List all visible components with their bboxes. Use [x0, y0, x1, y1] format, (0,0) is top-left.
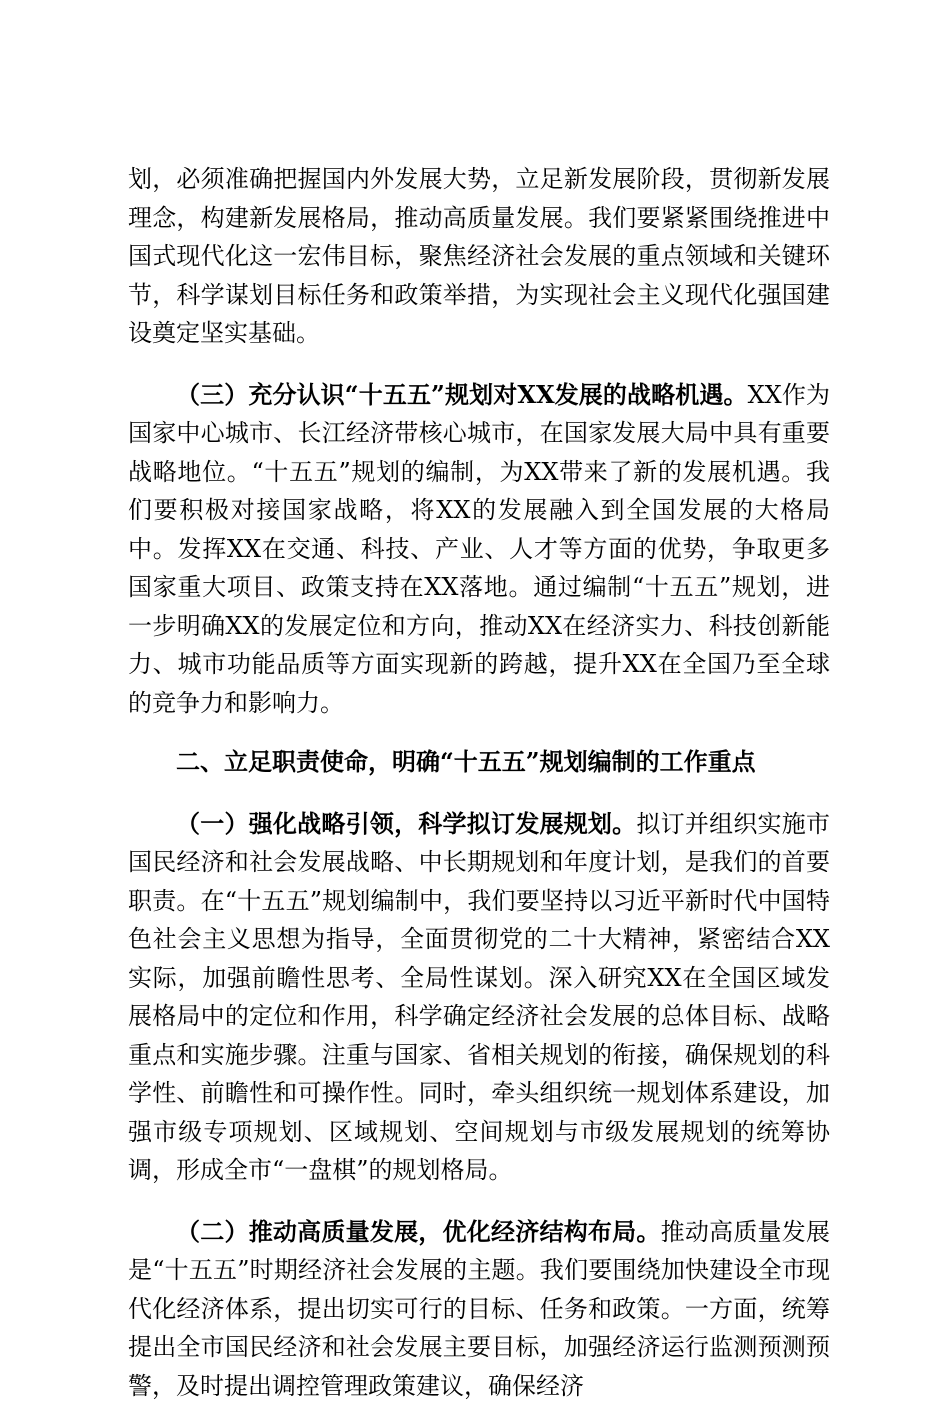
document-page — [128, 160, 830, 1405]
paragraph-text: XX作为国家中心城市、长江经济带核心城市，在国家发展大局中具有重要战略地位。“十五五”规划的编制，为XX带来了新的发展机遇。我们要积极对接国家战略，将XX的发展融入到全国发展的大格局中。发挥XX在交通、科技、产业、人才等方面的优势，争取更多国家重大项目、政策支持在XX落地。通过编制“十五五”规划，进一步明确XX的发展定位和方向，推动XX在经济实力、科技创新能力、城市功能品质等方面实现新的跨越，提升XX在全国乃至全球的竞争力和影响力。 — [128, 381, 830, 717]
paragraph-continuation — [128, 160, 830, 353]
paragraph-lead-heading: （三）充分认识“十五五”规划对XX发展的战略机遇。 — [176, 380, 748, 409]
paragraph-lead-heading: （一）强化战略引领，科学拟订发展规划。 — [176, 809, 636, 838]
section-heading: 二、立足职责使命，明确“十五五”规划编制的工作重点 — [128, 743, 830, 782]
paragraph-strategic-planning — [128, 805, 830, 1190]
paragraph-strategic-opportunity — [128, 376, 830, 723]
paragraph-text: 拟订并组织实施市国民经济和社会发展战略、中长期规划和年度计划，是我们的首要职责。在“十五五”规划编制中，我们要坚持以习近平新时代中国特色社会主义思想为指导，全面贯彻党的二十大精神，紧密结合XX实际，加强前瞻性思考、全局性谋划。深入研究XX在全国区域发展格局中的定位和作用，科学确定经济社会发展的总体目标、战略重点和实施步骤。注重与国家、省相关规划的衔接，确保规划的科学性、前瞻性和可操作性。同时，牵头组织统一规划体系建设，加强市级专项规划、区域规划、空间规划与市级发展规划的统筹协调，形成全市“一盘棋”的规划格局。 — [128, 810, 830, 1185]
paragraph-lead-heading: （二）推动高质量发展，优化经济结构布局。 — [176, 1217, 661, 1246]
paragraph-text: 划，必须准确把握国内外发展大势，立足新发展阶段，贯彻新发展理念，构建新发展格局，推动高质量发展。我们要紧紧围绕推进中国式现代化这一宏伟目标，聚焦经济社会发展的重点领域和关键环节，科学谋划目标任务和政策举措，为实现社会主义现代化强国建设奠定坚实基础。 — [128, 165, 830, 347]
paragraph-high-quality-development — [128, 1213, 830, 1405]
paragraph-text: 推动高质量发展是“十五五”时期经济社会发展的主题。我们要围绕加快建设全市现代化经济体系，提出切实可行的目标、任务和政策。一方面，统筹提出全市国民经济和社会发展主要目标，加强经济运行监测预测预警，及时提出调控管理政策建议，确保经济 — [128, 1218, 830, 1400]
